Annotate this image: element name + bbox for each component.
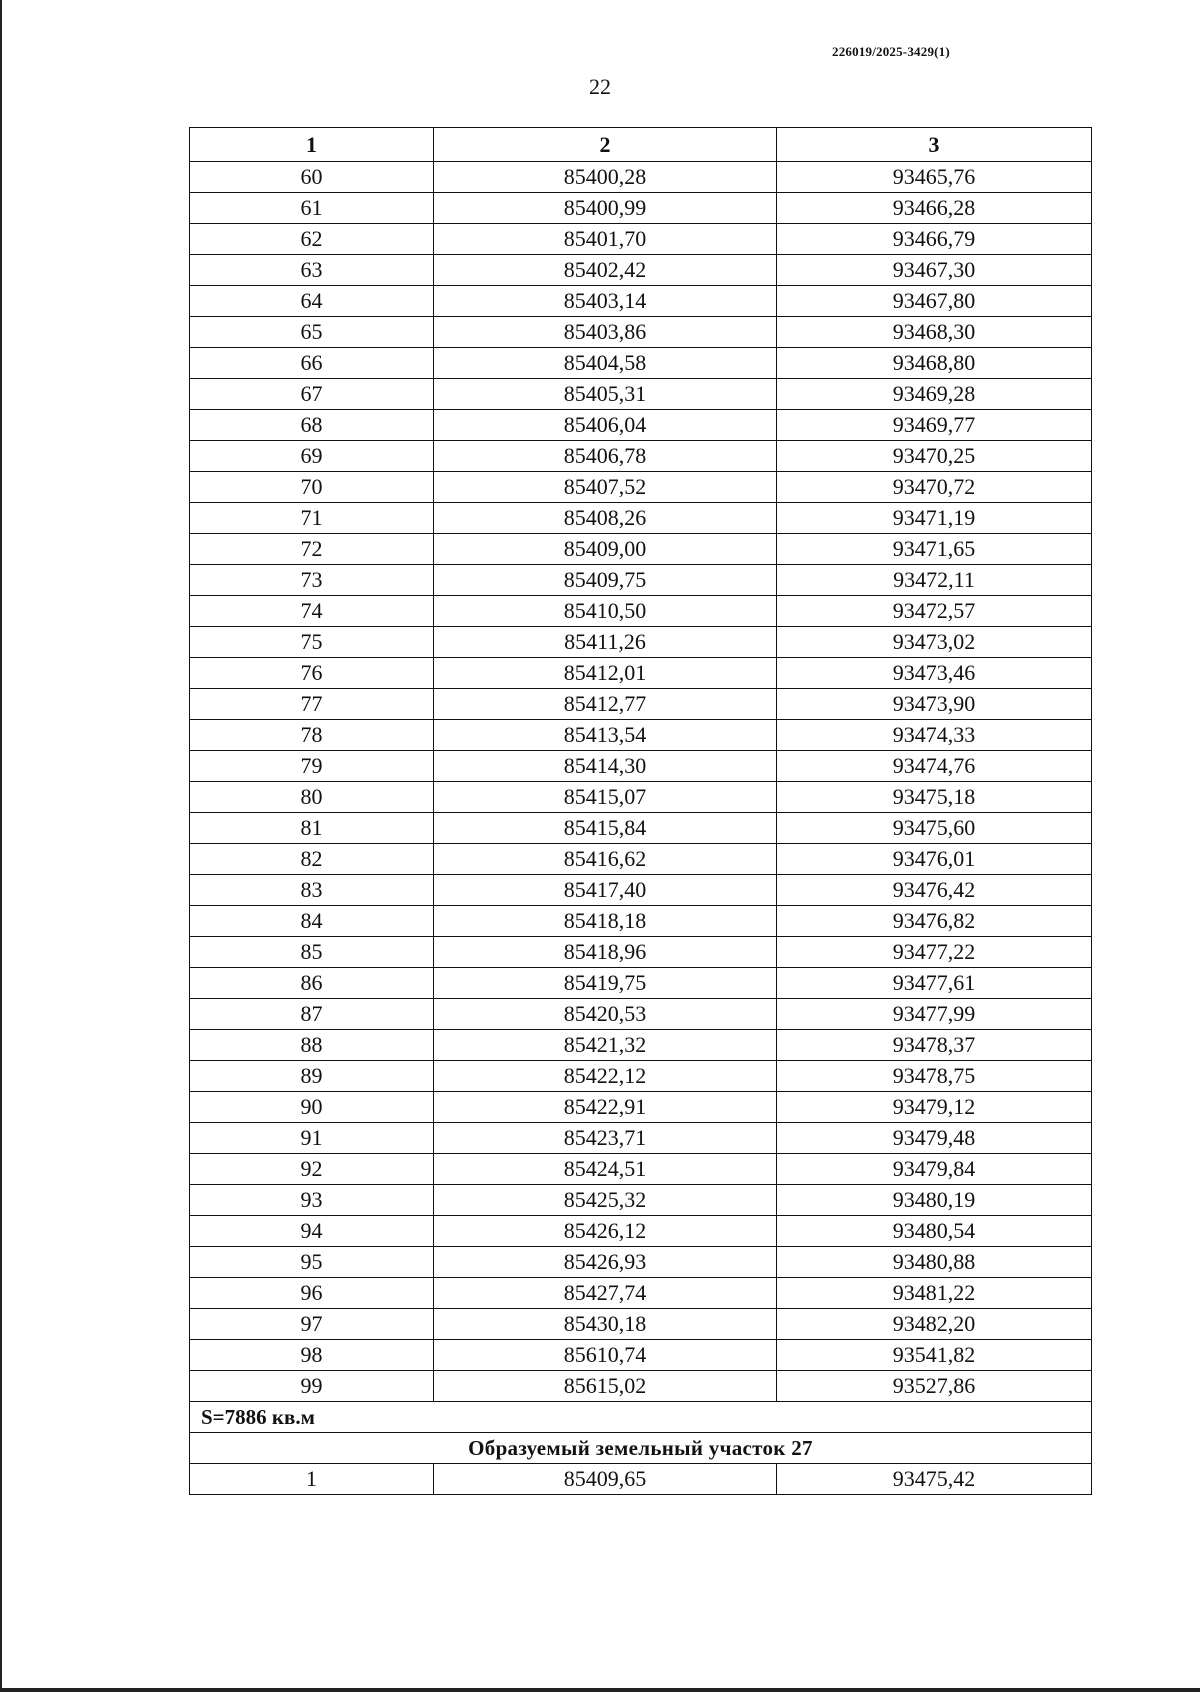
x-coordinate-cell: 85426,93 (434, 1247, 777, 1278)
y-coordinate-cell: 93467,30 (777, 255, 1092, 286)
y-coordinate-cell: 93474,76 (777, 751, 1092, 782)
point-number-cell: 77 (190, 689, 434, 720)
table-row (190, 317, 1092, 348)
y-coordinate-cell: 93475,42 (777, 1464, 1092, 1495)
y-coordinate-cell: 93479,12 (777, 1092, 1092, 1123)
point-number-cell: 65 (190, 317, 434, 348)
table-row (190, 503, 1092, 534)
table-row (190, 906, 1092, 937)
table-row (190, 875, 1092, 906)
y-coordinate-cell: 93475,18 (777, 782, 1092, 813)
point-number-cell: 60 (190, 162, 434, 193)
table-row (190, 627, 1092, 658)
x-coordinate-cell: 85412,01 (434, 658, 777, 689)
y-coordinate-cell: 93466,28 (777, 193, 1092, 224)
y-coordinate-cell: 93479,84 (777, 1154, 1092, 1185)
x-coordinate-cell: 85407,52 (434, 472, 777, 503)
scan-border-bottom (0, 1688, 1200, 1692)
table-row (190, 937, 1092, 968)
x-coordinate-cell: 85415,07 (434, 782, 777, 813)
point-number-cell: 78 (190, 720, 434, 751)
x-coordinate-cell: 85421,32 (434, 1030, 777, 1061)
point-number-cell: 88 (190, 1030, 434, 1061)
point-number-cell: 93 (190, 1185, 434, 1216)
table-row (190, 751, 1092, 782)
point-number-cell: 75 (190, 627, 434, 658)
table-row (190, 534, 1092, 565)
table-row (190, 286, 1092, 317)
column-header-y: 3 (777, 128, 1092, 162)
y-coordinate-cell: 93470,72 (777, 472, 1092, 503)
point-number-cell: 99 (190, 1371, 434, 1402)
page-number: 22 (589, 74, 611, 99)
table-row (190, 720, 1092, 751)
x-coordinate-cell: 85412,77 (434, 689, 777, 720)
y-coordinate-cell: 93469,28 (777, 379, 1092, 410)
table-row (190, 813, 1092, 844)
x-coordinate-cell: 85416,62 (434, 844, 777, 875)
point-number-cell: 1 (190, 1464, 434, 1495)
point-number-cell: 85 (190, 937, 434, 968)
x-coordinate-cell: 85404,58 (434, 348, 777, 379)
x-coordinate-cell: 85417,40 (434, 875, 777, 906)
x-coordinate-cell: 85422,91 (434, 1092, 777, 1123)
point-number-cell: 67 (190, 379, 434, 410)
table-row (190, 255, 1092, 286)
table-row (190, 968, 1092, 999)
table-row (190, 1309, 1092, 1340)
point-number-cell: 83 (190, 875, 434, 906)
area-row (190, 1402, 1092, 1433)
x-coordinate-cell: 85423,71 (434, 1123, 777, 1154)
x-coordinate-cell: 85427,74 (434, 1278, 777, 1309)
point-number-cell: 96 (190, 1278, 434, 1309)
table-row (190, 658, 1092, 689)
table-row (190, 999, 1092, 1030)
point-number-cell: 81 (190, 813, 434, 844)
section-title: Образуемый земельный участок 27 (190, 1433, 1092, 1464)
y-coordinate-cell: 93472,57 (777, 596, 1092, 627)
point-number-cell: 71 (190, 503, 434, 534)
y-coordinate-cell: 93471,65 (777, 534, 1092, 565)
y-coordinate-cell: 93473,90 (777, 689, 1092, 720)
table-row (190, 1123, 1092, 1154)
point-number-cell: 74 (190, 596, 434, 627)
y-coordinate-cell: 93471,19 (777, 503, 1092, 534)
y-coordinate-cell: 93465,76 (777, 162, 1092, 193)
point-number-cell: 87 (190, 999, 434, 1030)
table-row (190, 1371, 1092, 1402)
x-coordinate-cell: 85400,28 (434, 162, 777, 193)
document-number: 226019/2025-3429(1) (832, 44, 950, 59)
y-coordinate-cell: 93479,48 (777, 1123, 1092, 1154)
point-number-cell: 69 (190, 441, 434, 472)
table-row (190, 1216, 1092, 1247)
point-number-cell: 91 (190, 1123, 434, 1154)
y-coordinate-cell: 93480,54 (777, 1216, 1092, 1247)
section-table-body (190, 1464, 1092, 1495)
point-number-cell: 70 (190, 472, 434, 503)
table-row (190, 224, 1092, 255)
x-coordinate-cell: 85403,86 (434, 317, 777, 348)
table-row (190, 1464, 1092, 1495)
point-number-cell: 98 (190, 1340, 434, 1371)
y-coordinate-cell: 93481,22 (777, 1278, 1092, 1309)
point-number-cell: 63 (190, 255, 434, 286)
x-coordinate-cell: 85425,32 (434, 1185, 777, 1216)
table-row (190, 1154, 1092, 1185)
y-coordinate-cell: 93482,20 (777, 1309, 1092, 1340)
y-coordinate-cell: 93468,80 (777, 348, 1092, 379)
x-coordinate-cell: 85409,65 (434, 1464, 777, 1495)
x-coordinate-cell: 85420,53 (434, 999, 777, 1030)
y-coordinate-cell: 93473,02 (777, 627, 1092, 658)
table-row (190, 1185, 1092, 1216)
area-note: S=7886 кв.м (190, 1402, 1092, 1433)
scan-border-left (0, 0, 2, 1692)
y-coordinate-cell: 93476,01 (777, 844, 1092, 875)
y-coordinate-cell: 93477,99 (777, 999, 1092, 1030)
x-coordinate-cell: 85403,14 (434, 286, 777, 317)
table-row (190, 441, 1092, 472)
column-header-x: 2 (434, 128, 777, 162)
y-coordinate-cell: 93480,19 (777, 1185, 1092, 1216)
point-number-cell: 95 (190, 1247, 434, 1278)
x-coordinate-cell: 85408,26 (434, 503, 777, 534)
point-number-cell: 89 (190, 1061, 434, 1092)
point-number-cell: 92 (190, 1154, 434, 1185)
y-coordinate-cell: 93473,46 (777, 658, 1092, 689)
table-row (190, 565, 1092, 596)
table-row (190, 472, 1092, 503)
table-row (190, 379, 1092, 410)
table-row (190, 1278, 1092, 1309)
x-coordinate-cell: 85615,02 (434, 1371, 777, 1402)
point-number-cell: 68 (190, 410, 434, 441)
point-number-cell: 64 (190, 286, 434, 317)
point-number-cell: 84 (190, 906, 434, 937)
coordinates-table (189, 127, 1092, 1495)
x-coordinate-cell: 85419,75 (434, 968, 777, 999)
table-row (190, 410, 1092, 441)
x-coordinate-cell: 85415,84 (434, 813, 777, 844)
point-number-cell: 61 (190, 193, 434, 224)
point-number-cell: 73 (190, 565, 434, 596)
table-row (190, 844, 1092, 875)
point-number-cell: 79 (190, 751, 434, 782)
x-coordinate-cell: 85418,96 (434, 937, 777, 968)
point-number-cell: 97 (190, 1309, 434, 1340)
x-coordinate-cell: 85400,99 (434, 193, 777, 224)
point-number-cell: 62 (190, 224, 434, 255)
point-number-cell: 80 (190, 782, 434, 813)
table-row (190, 1340, 1092, 1371)
x-coordinate-cell: 85409,00 (434, 534, 777, 565)
point-number-cell: 90 (190, 1092, 434, 1123)
y-coordinate-cell: 93468,30 (777, 317, 1092, 348)
x-coordinate-cell: 85610,74 (434, 1340, 777, 1371)
point-number-cell: 72 (190, 534, 434, 565)
table-header-row (190, 128, 1092, 162)
x-coordinate-cell: 85424,51 (434, 1154, 777, 1185)
x-coordinate-cell: 85411,26 (434, 627, 777, 658)
table-row (190, 1247, 1092, 1278)
y-coordinate-cell: 93467,80 (777, 286, 1092, 317)
y-coordinate-cell: 93480,88 (777, 1247, 1092, 1278)
x-coordinate-cell: 85426,12 (434, 1216, 777, 1247)
table-row (190, 1061, 1092, 1092)
x-coordinate-cell: 85402,42 (434, 255, 777, 286)
table-row (190, 689, 1092, 720)
x-coordinate-cell: 85409,75 (434, 565, 777, 596)
table-row (190, 1030, 1092, 1061)
x-coordinate-cell: 85410,50 (434, 596, 777, 627)
point-number-cell: 82 (190, 844, 434, 875)
y-coordinate-cell: 93470,25 (777, 441, 1092, 472)
x-coordinate-cell: 85422,12 (434, 1061, 777, 1092)
x-coordinate-cell: 85413,54 (434, 720, 777, 751)
y-coordinate-cell: 93541,82 (777, 1340, 1092, 1371)
y-coordinate-cell: 93469,77 (777, 410, 1092, 441)
y-coordinate-cell: 93472,11 (777, 565, 1092, 596)
table-row (190, 596, 1092, 627)
y-coordinate-cell: 93478,75 (777, 1061, 1092, 1092)
table-row (190, 1092, 1092, 1123)
column-header-point: 1 (190, 128, 434, 162)
table-body (190, 162, 1092, 1402)
y-coordinate-cell: 93475,60 (777, 813, 1092, 844)
x-coordinate-cell: 85406,04 (434, 410, 777, 441)
y-coordinate-cell: 93477,22 (777, 937, 1092, 968)
x-coordinate-cell: 85418,18 (434, 906, 777, 937)
point-number-cell: 94 (190, 1216, 434, 1247)
y-coordinate-cell: 93476,82 (777, 906, 1092, 937)
x-coordinate-cell: 85406,78 (434, 441, 777, 472)
y-coordinate-cell: 93527,86 (777, 1371, 1092, 1402)
x-coordinate-cell: 85401,70 (434, 224, 777, 255)
point-number-cell: 66 (190, 348, 434, 379)
y-coordinate-cell: 93478,37 (777, 1030, 1092, 1061)
x-coordinate-cell: 85414,30 (434, 751, 777, 782)
table-row (190, 162, 1092, 193)
y-coordinate-cell: 93476,42 (777, 875, 1092, 906)
x-coordinate-cell: 85430,18 (434, 1309, 777, 1340)
point-number-cell: 76 (190, 658, 434, 689)
section-title-row (190, 1433, 1092, 1464)
table-row (190, 193, 1092, 224)
table-row (190, 348, 1092, 379)
y-coordinate-cell: 93466,79 (777, 224, 1092, 255)
y-coordinate-cell: 93474,33 (777, 720, 1092, 751)
table-row (190, 782, 1092, 813)
y-coordinate-cell: 93477,61 (777, 968, 1092, 999)
point-number-cell: 86 (190, 968, 434, 999)
x-coordinate-cell: 85405,31 (434, 379, 777, 410)
